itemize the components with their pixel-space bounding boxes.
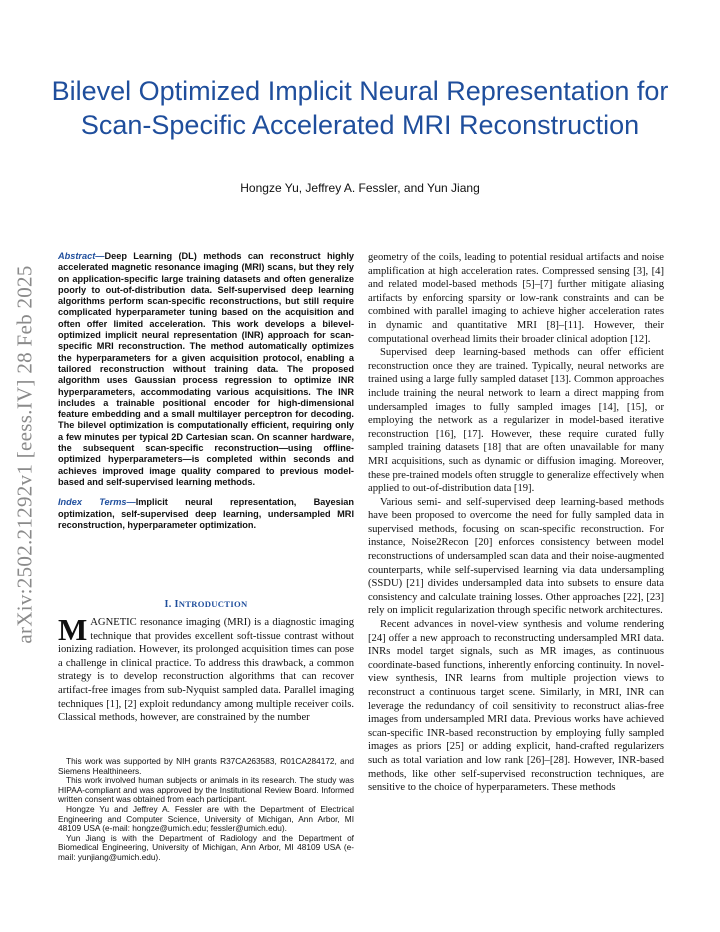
intro-first-word: AGNETIC bbox=[90, 617, 137, 628]
abstract-block bbox=[58, 251, 354, 531]
index-terms-text: Implicit neural representation, Bayesian optimization, self-supervised deep learning, undersampled MRI reconstruction, hyperparameter optimization. bbox=[58, 497, 354, 530]
introduction-column bbox=[58, 612, 354, 725]
section-heading-introduction: I. INTRODUCTION bbox=[164, 599, 248, 610]
paper-title: Bilevel Optimized Implicit Neural Representation for Scan-Specific Accelerated MRI Reconstruction bbox=[51, 76, 669, 140]
arxiv-identifier: arXiv:2502.21292v1 [eess.IV] 28 Feb 2025 bbox=[12, 265, 37, 644]
abstract bbox=[58, 251, 354, 488]
footnotes bbox=[58, 757, 354, 863]
footnote-funding: This work was supported by NIH grants R37CA263583, R01CA284172, and Siemens Healthineers. bbox=[58, 756, 354, 776]
footnote-affiliation-1: Hongze Yu and Jeffrey A. Fessler are with the Department of Electrical Engineering and Computer Science, University of Michigan, Ann Arbor, MI 48109 USA (e-mail: hongze@umich.edu; fessler@umich.edu). bbox=[58, 803, 354, 834]
intro-text: resonance imaging (MRI) is a diagnostic imaging technique that provides excellent soft-tissue contrast without ionizing radiation. However, its prolonged acquisition times can pose a challenge in clinical practice. To address this drawback, a common strategy is to develop reconstruction algorithms that can recover artifact-free images from sub-Nyquist sampled data. Parallel imaging techniques [1], [2] exploit redundancy among multiple receiver coils. Classical methods, however, are constrained by the number bbox=[58, 617, 354, 724]
body-paragraph: Supervised deep learning-based methods can offer efficient reconstruction once they are trained. Typically, neural networks are trained using a large fully sampled dataset [13]. Common approaches include training the neural network to learn a direct mapping from undersampled images to fully sampled images [14], [15], or employing the network as a regularizer in model-based iterative reconstruction [16], [17]. However, these require curated fully sampled training datasets [18] that are often unavailable for many MRI acquisitions, such as dynamic or diffusion imaging. Moreover, these pre-trained models often struggle to generalize effectively when applied to out-of-distribution data [19]. bbox=[368, 347, 664, 495]
body-paragraph: geometry of the coils, leading to potential residual artifacts and noise amplification at high acceleration rates. Compressed sensing [3], [4] and related model-based methods [5]–[7] further mitigate aliasing artifacts by enforcing sparsity or low-rank constraints and can be combined with parallel imaging to achieve higher acceleration rates in dynamic and quantitative MRI [8]–[11]. However, their computational overhead limits their broader clinical adoption [12]. bbox=[368, 252, 664, 345]
footnote-ethics: This work involved human subjects or animals in its research. The study was HIPAA-compliant and was approved by the Institutional Review Board. Informed written consent was obtained from each participant. bbox=[58, 775, 354, 805]
abstract-label: Abstract— bbox=[58, 251, 105, 261]
paper-authors: Hongze Yu, Jeffrey A. Fessler, and Yun Jiang bbox=[240, 181, 480, 195]
index-terms bbox=[58, 497, 354, 531]
body-paragraph: Various semi- and self-supervised deep learning-based methods have been proposed to overcome the need for fully sampled data in supervised methods, focusing on scan-specific reconstruction. For instance, Noise2Recon [20] enforces consistency between model reconstructions of undersampled scan data and their noise-augmented counterparts, while self-supervised learning via data undersampling (SSDU) [21] divides undersampled data into subsets to ensure data consistency and calculate training losses. Other approaches [22], [23] rely on implicit regularization through specific network architectures. bbox=[368, 496, 664, 617]
abstract-text: Deep Learning (DL) methods can reconstruct highly accelerated magnetic resonance imaging (MRI) scans, but they rely on application-specific large training datasets and often generalize poorly to out-of-distribution data. Self-supervised deep learning algorithms perform scan-specific reconstructions, but still require complicated hyperparameter tuning based on the acquisition and often offer limited acceleration. This work develops a bilevel-optimized implicit neural representation (INR) approach for scan-specific MRI reconstruction. The method automatically optimizes the hyperparameters for a given acquisition protocol, enabling a tailored reconstruction without training data. The proposed algorithm uses Gaussian process regression to optimize INR hyperparameters, accommodating various acquisitions. The INR includes a trainable positional encoder for high-dimensional feature embedding and a small multilayer perceptron for decoding. The bilevel optimization is computationally efficient, requiring only a few minutes per typical 2D Cartesian scan. On scanner hardware, the subsequent scan-specific reconstruction—using offline-optimized hyperparameters—is completed within seconds and achieves improved image quality compared to previous model-based and self-supervised learning methods. bbox=[58, 251, 354, 487]
drop-cap: M bbox=[58, 612, 88, 647]
index-terms-label: Index Terms— bbox=[58, 497, 136, 508]
right-column bbox=[368, 251, 664, 795]
body-paragraph: Recent advances in novel-view synthesis and volume rendering [24] offer a new approach to reconstructing undersampled MRI data. INRs model target signals, such as MR images, as continuous coordinate-based functions, inherently enforcing continuity. In novel-view synthesis, INR learns from multiple projection views to reconstruct a continuous target scene. Similarly, in MRI, INR can leverage the redundancy of coil sensitivity to reconstruct alias-free images from undersampled MRI data. Previous works have achieved scan-specific INR-based reconstruction by employing fully sampled images as priors [25] or adding explicit, hand-crafted regularizers such as total variation and low rank [26]–[28]. However, INR-based methods, like other self-supervised reconstruction techniques, are sensitive to the choice of hyperparameters. These methods bbox=[368, 619, 664, 794]
intro-paragraph bbox=[58, 612, 354, 725]
section-heading-wrap bbox=[58, 599, 354, 610]
footnote-affiliation-2: Yun Jiang is with the Department of Radiology and the Department of Biomedical Engineering, University of Michigan, Ann Arbor, MI 48109 USA (e-mail: yunjiang@umich.edu). bbox=[58, 832, 354, 862]
